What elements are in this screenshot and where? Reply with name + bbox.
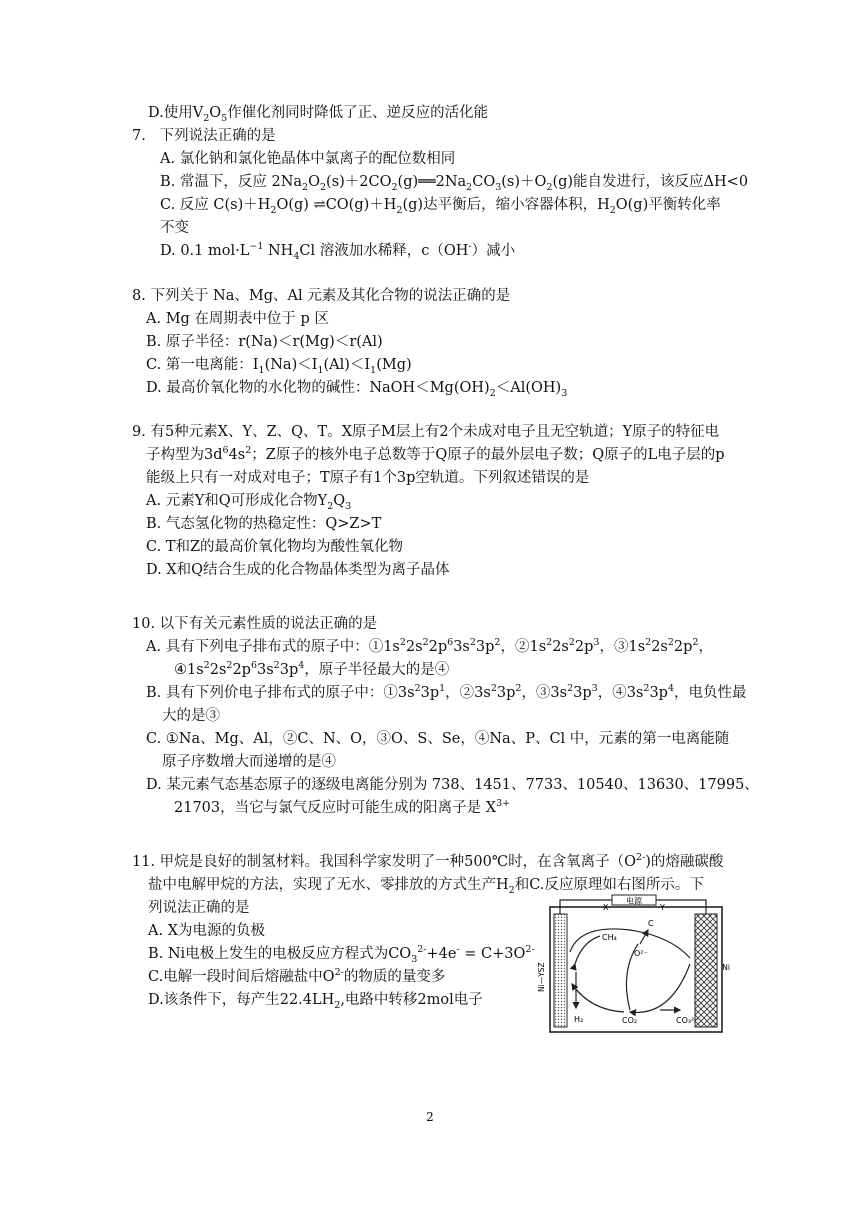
q7-option-c-cont: 不变 [160,220,189,236]
label-x: X [603,903,609,912]
svg-text:电源: 电源 [626,896,642,906]
electrolysis-diagram [530,892,730,1035]
q9-option-b: B. 气态氢化物的热稳定性：Q>Z>T [146,516,382,532]
label-y: Y [660,903,665,912]
q10-option-d-cont: 21703，当它与氯气反应时可能生成的阳离子是 $X^{3+}$ [174,798,511,816]
q9-option-a: A. 元素Y和Q可形成化合物$Y_2Q_3$ [146,493,352,512]
q11-option-a: A. X为电源的负极 [148,923,266,939]
q9-stem-line1: 9. 有5种元素X、Y、Z、Q、T。X原子M层上有2个未成对电子且无空轨道；Y原子的特征电 [132,424,720,440]
q6-option-d: D.使用$V_2O_5$作催化剂同时降低了正、逆反应的活化能 [148,105,489,124]
label-h2: H₂ [574,1015,584,1024]
label-ni-ysz: Ni—YSZ [537,962,546,992]
label-ni: Ni [722,963,730,972]
q11-option-b: B. Ni电极上发生的电极反应方程式为$CO_3^{2-}+4e^- = C+3O^{2-}$ [148,944,535,965]
q11-stem-line3: 列说法正确的是 [148,900,250,916]
ni-ysz-electrode [554,914,567,1027]
q7-option-d: D. 0.1 $mol\cdot L^{-1}$ $NH_4Cl$ 溶液加水稀释，c（OH-）减小 [160,241,516,262]
page-number: 2 [426,1110,434,1124]
q9-option-d: D. X和Q结合生成的化合物晶体类型为离子晶体 [146,562,450,578]
label-co3: CO₃²⁻ [676,1016,699,1025]
q10-option-b-cont: 大的是③ [162,708,220,724]
q10-option-c-cont: 原子序数增大而递增的是④ [162,754,336,770]
label-co2: CO₂ [622,1016,638,1025]
q8-option-d: D. 最高价氧化物的水化物的碱性：$NaOH<Mg(OH)_2<Al(OH)_3$ [146,380,568,399]
q11-option-d: D.该条件下，每产生$22.4LH_2$,电路中转移2mol电子 [148,992,483,1011]
q7-option-b: B. 常温下，反应 $2Na_2O_2(s)+2CO_2(g)══2Na_2CO_3(s)+O_2(g)$能自发进行，该反应ΔH<0 [160,174,749,193]
q9-stem-line2: 子构型为$3d^64s^2$；Z原子的核外电子总数等于Q原子的最外层电子数；Q原子的L电子层的p [146,445,725,463]
label-c: C [648,919,654,928]
q10-option-a-cont: $④1s^22s^22p^63s^23p^4$，原子半径最大的是④ [174,660,450,678]
q10-option-d: D. 某元素气态基态原子的逐级电离能分别为 738、1451、7733、10540、13630、17995、 [146,777,759,793]
q7-option-a: A. 氯化钠和氯化铯晶体中氯离子的配位数相同 [160,151,456,167]
q10-option-a: A. 具有下列电子排布式的原子中：$①1s^22s^22p^63s^23p^2$，$②1s^22s^22p^3$，$③1s^22s^22p^2$， [146,637,713,655]
q8-stem: 8. 下列关于 Na、Mg、Al 元素及其化合物的说法正确的是 [132,288,511,304]
q9-stem-line3: 能级上只有一对成对电子；T原子有1个3p空轨道。下列叙述错误的是 [146,470,590,486]
ni-electrode [695,914,717,1027]
q10-stem: 10. 以下有关元素性质的说法正确的是 [132,616,378,632]
label-o2: O²⁻ [634,949,648,958]
q7-option-c: C. 反应 $C(s)+H_2O(g)$ $\rightleftharpoons CO(g)+H_2(g)$达平衡后，缩小容器体积，$H_2O(g)$平衡转化率 [160,197,721,216]
q7-stem: 7. 下列说法正确的是 [132,128,276,144]
q11-option-c: C.电解一段时间后熔融盐中$O^{2-}$的物质的量变多 [148,967,446,985]
q8-option-b: B. 原子半径：r(Na)＜r(Mg)＜r(Al) [146,334,383,350]
q8-option-a: A. Mg 在周期表中位于 p 区 [146,311,329,327]
q11-stem-line1: 11. 甲烷是良好的制氢材料。我国科学家发明了一种500℃时，在含氧离子$(O^{2-})$的熔融碳酸 [132,852,724,870]
q10-option-b: B. 具有下列价电子排布式的原子中：$①3s^23p^1$，$②3s^23p^2$，$③3s^23p^3$，$④3s^23p^4$，电负性最 [146,683,747,701]
q8-option-c: C. 第一电离能：$I_1(Na)<I_1(Al)<I_1(Mg)$ [146,357,412,376]
q9-option-c: C. T和Z的最高价氧化物均为酸性氧化物 [146,539,404,555]
label-ch4: CH₄ [602,933,617,942]
q11-stem-line2: 盐中电解甲烷的方法，实现了无水、零排放的方式生产$H_2$和C.反应原理如右图所示。下 [148,877,704,896]
q10-option-c: C. ①Na、Mg、Al，②C、N、O，③O、S、Se，④Na、P、Cl 中，元素的第一电离能随 [146,731,730,747]
